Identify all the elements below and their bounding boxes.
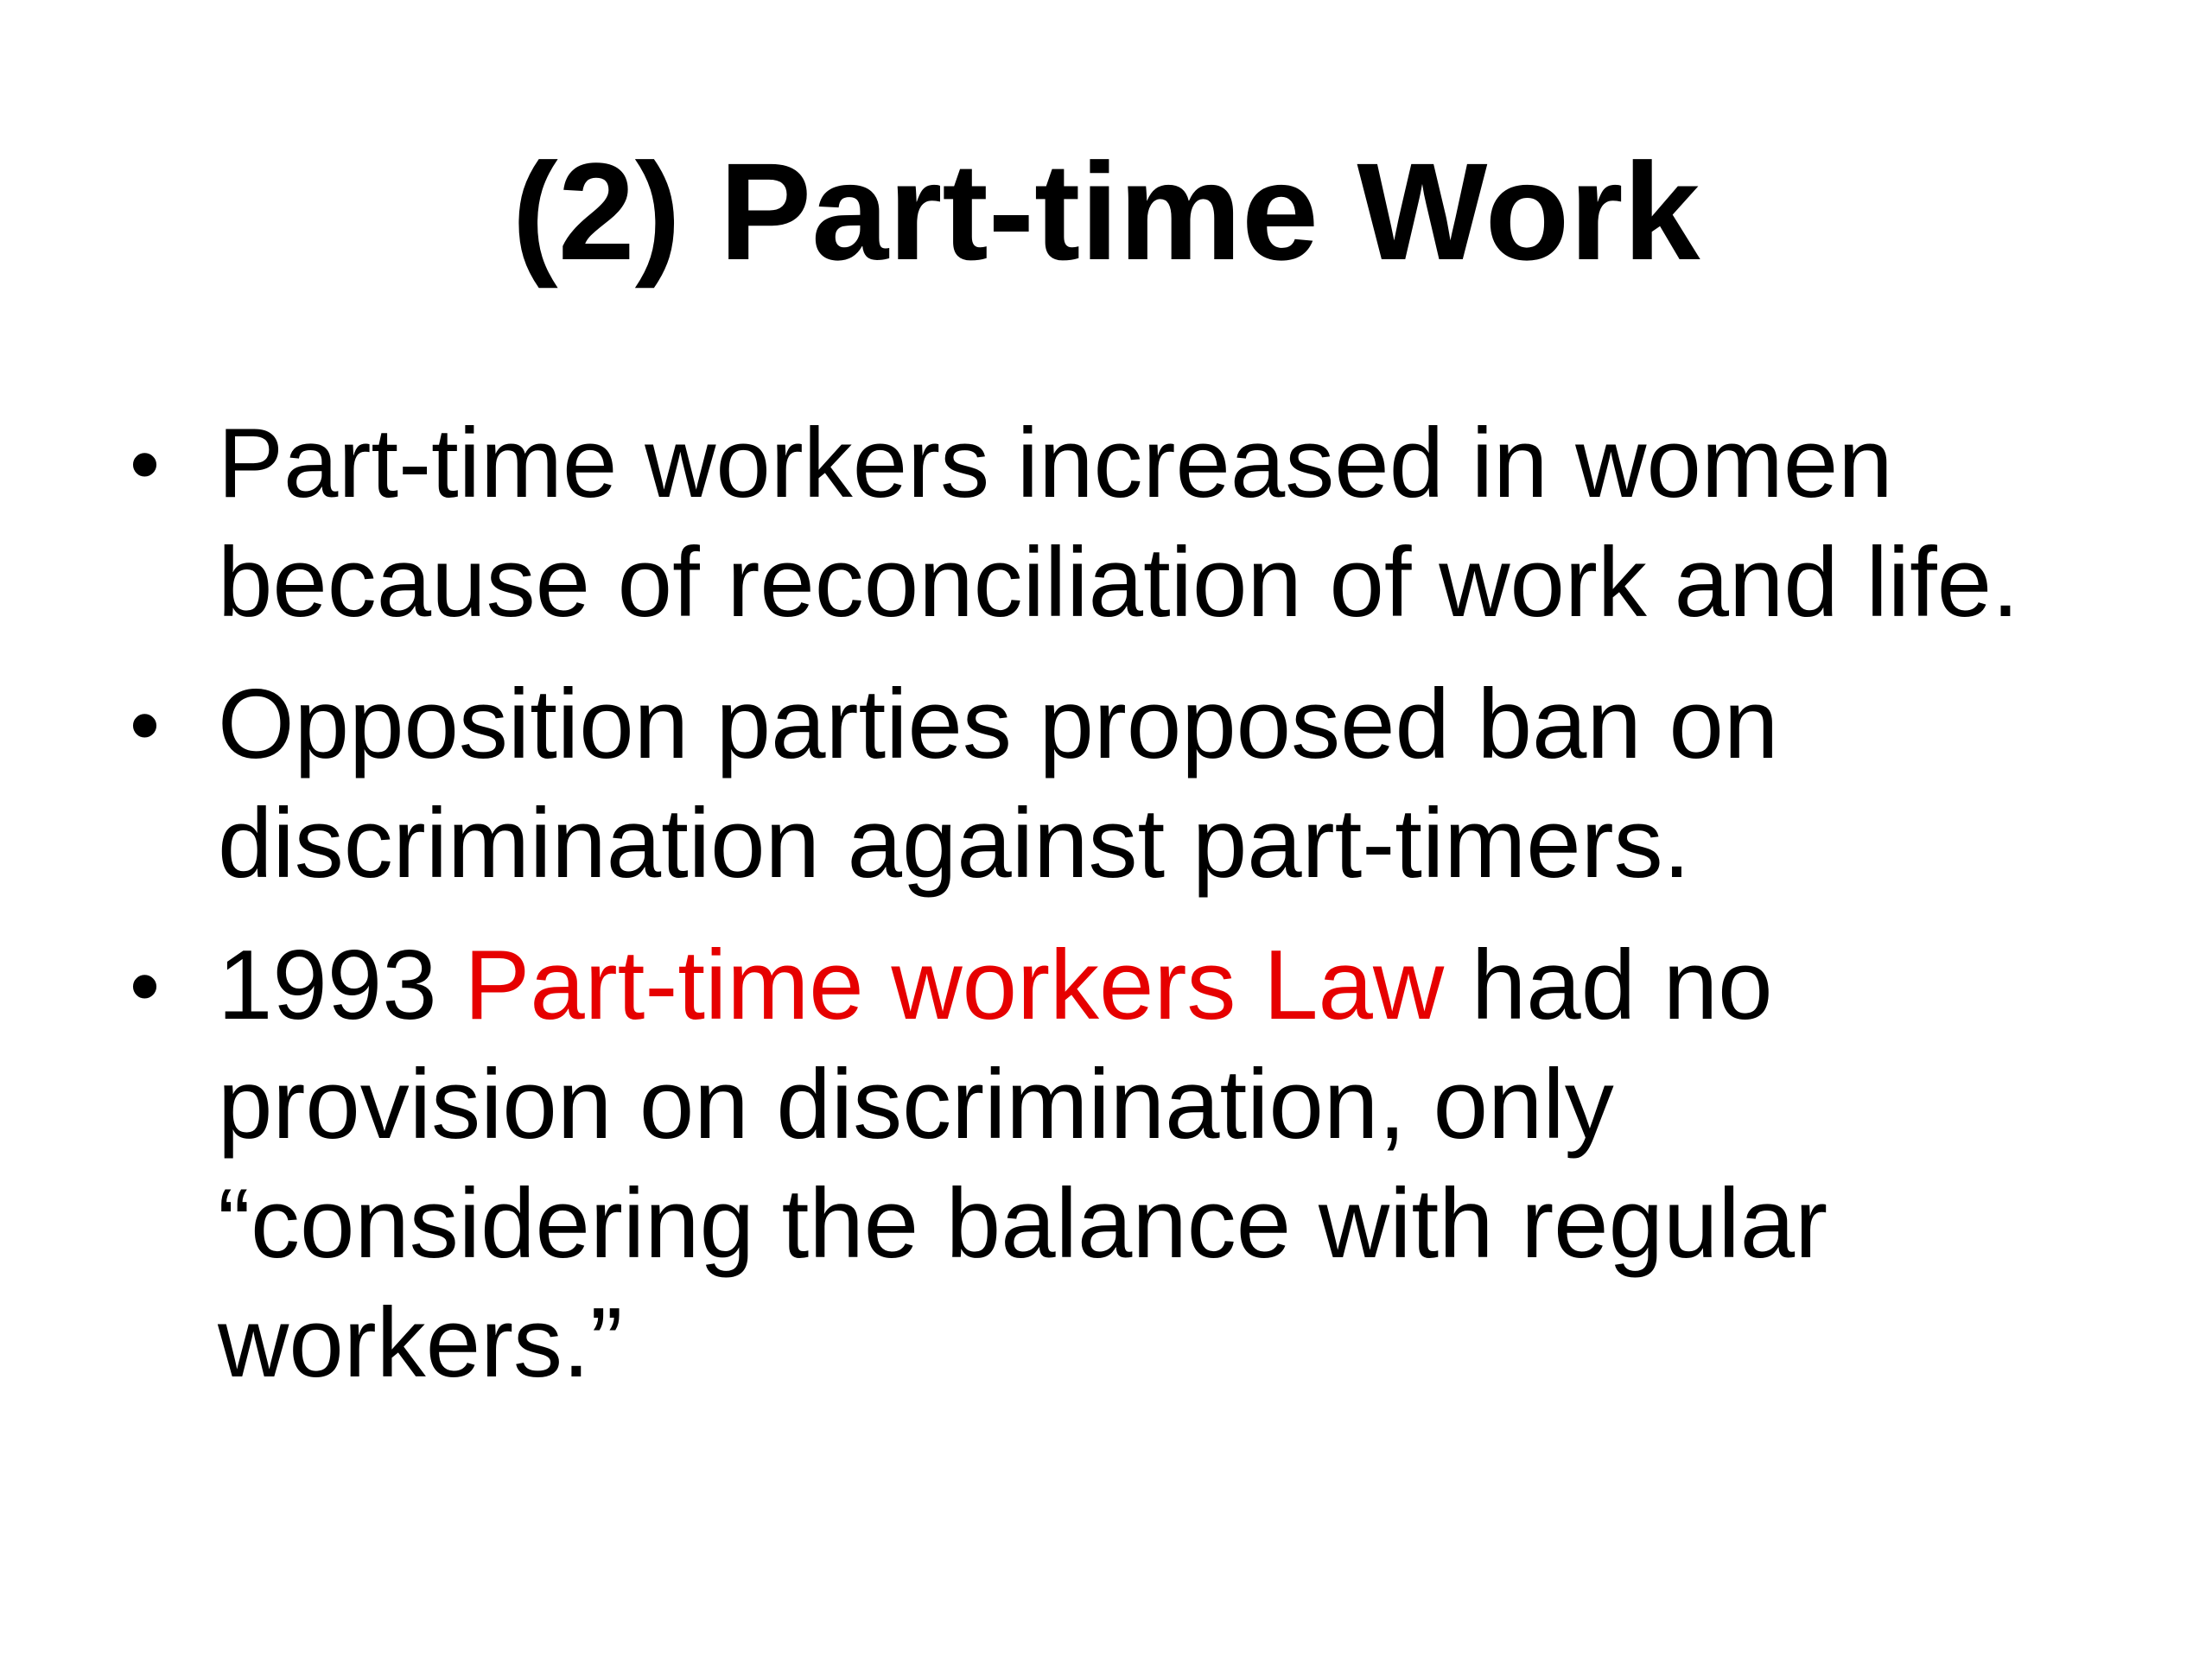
- bullet-item-part-time-increase: [130, 404, 2134, 643]
- bullet-text-suffix: had no provision on discrimination, only “considering the balance with regular workers.”: [218, 931, 1828, 1398]
- law-name-highlight: Part-time workers Law: [464, 931, 1445, 1040]
- bullet-list: [130, 404, 2134, 1426]
- bullet-text: Part-time workers increased in women because of reconciliation of work and life.: [218, 409, 2019, 638]
- bullet-text: Opposition parties proposed ban on discrimination against part-timers.: [218, 670, 1779, 899]
- bullet-item-1993-law: [130, 926, 2134, 1403]
- slide-title: (2) Part-time Work: [512, 134, 1700, 289]
- bullet-text-prefix: 1993: [218, 931, 465, 1040]
- bullet-item-opposition-proposal: [130, 665, 2134, 904]
